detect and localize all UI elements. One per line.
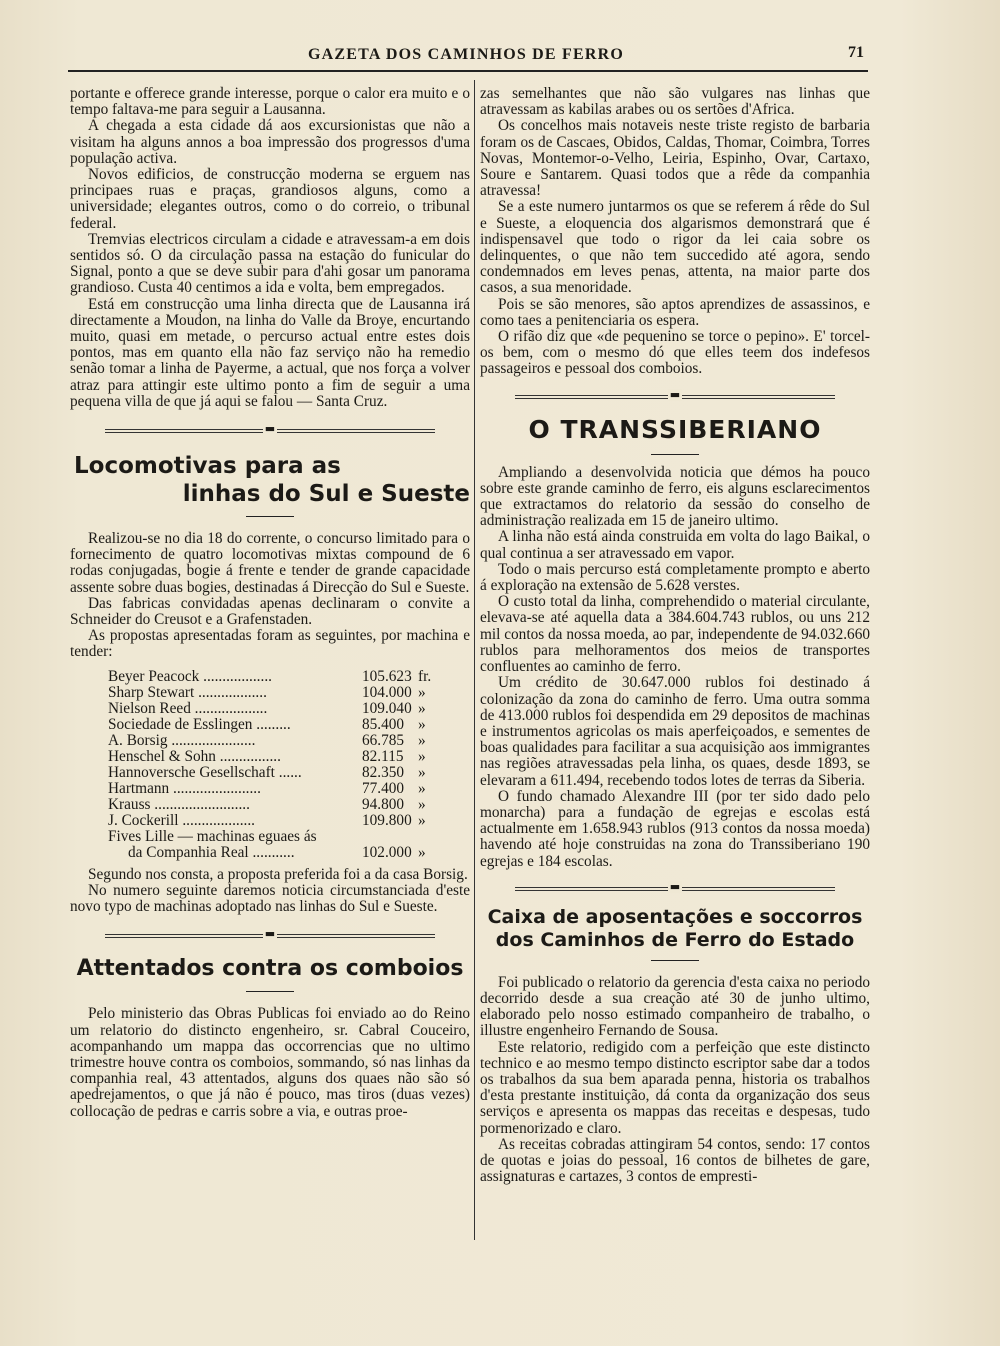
heading-line: linhas do Sul e Sueste (182, 481, 470, 508)
paragraph: As propostas apresentadas foram as seguintes, por machina e tender: (70, 627, 470, 661)
paragraph: Das fabricas convidadas apenas declinaram o convite a Schneider do Creusot e a Grafenstaden. (70, 594, 470, 629)
table-row: Sharp Stewart .................. 104.000 » (108, 683, 426, 701)
table-row: Krauss ......................... 94.800 » (108, 795, 426, 813)
paragraph: A chegada a esta cidade dá aos excursionistas que não a visitam ha alguns annos a boa impressão dos progressos d'uma população activa. (70, 117, 470, 167)
page-header (68, 44, 868, 68)
locomotive-icon: ▬ (264, 927, 276, 941)
newspaper-title: GAZETA DOS CAMINHOS DE FERRO (308, 46, 625, 63)
paragraph: Todo o mais percurso está completamente prompto e aberto á exploração na extensão de 5.628 verstes. (480, 560, 870, 595)
table-row: Nielson Reed ................... 109.040 » (108, 699, 426, 717)
page-number: 71 (848, 44, 864, 61)
paragraph: No numero seguinte daremos noticia circumstanciada d'este novo typo de machinas adoptado nas linhas do Sul e Sueste. (70, 881, 470, 916)
column-divider (474, 80, 475, 1240)
locomotivas-heading (70, 452, 470, 508)
right-column (480, 86, 870, 1185)
paragraph: zas semelhantes que não são vulgares nas linhas que atravessam as kabilas arabes ou os sertões d'Africa. (480, 85, 870, 119)
table-row: J. Cockerill ................... 109.800 » (108, 811, 426, 829)
transsiberiano-heading: O TRANSSIBERIANO (528, 414, 822, 444)
heading-line: Caixa de aposentações e soccorros (487, 905, 863, 928)
paragraph: Pelo ministerio das Obras Publicas foi enviado ao do Reino um relatorio do distincto engenheiro, sr. Cabral Couceiro, acompanhando um mappa das occorrencias que no ultimo trimestre houve contra os comboios, sommando, só nas linhas da companhia real, 43 attentados, alguns dos quaes não são só apedrejamentos, o que já não é pouco, mas tiros (duas vezes) collocação de pedras e carris sobre a via, e outras proe- (70, 1005, 470, 1120)
heading-line: dos Caminhos de Ferro do Estado (495, 928, 855, 951)
proposals-table (108, 669, 438, 861)
heading-rule (651, 960, 699, 961)
table-row: Henschel & Sohn ................ 82.115 » (108, 747, 426, 765)
paragraph: A linha não está ainda construida em volta do lago Baikal, o qual continua a ser atravessado em vapor. (480, 528, 870, 562)
paragraph: O custo total da linha, comprehendido o material circulante, elevava-se até aquella data a 384.604.743 rublos, ou uns 212 mil contos da nossa moeda, ao par, independente de 94.032.660 rublos para melhoramentos dos meios de transportes confluentes ao caminho de ferro. (480, 593, 870, 676)
paragraph: Um crédito de 30.647.000 rublos foi destinado á colonização da zona do caminho de ferro. Uma outra somma de 413.000 rublos foi despendida em 29 depositos de machinas e instrumentos agricolas os mais aperfeiçoados, e sementes de boas qualidades para facilitar a sua acquisição aos immigrantes nas regiões atravessadas pela linha, os quaes, desde 1893, se elevaram a 611.494, recebendo todos lotes de terras da Siberia. (480, 674, 870, 789)
table-row: Sociedade de Esslingen ......... 85.400 » (108, 715, 426, 733)
paragraph: Se a este numero juntarmos os que se referem á rêde do Sul e Sueste, a eloquencia dos algarismos demonstrará que é indispensavel que todo o rigor da lei caia sobre os delinquentes, o que não tem succedido até agora, sendo condemnados em leves penas, attenta, na maior parte dos casos, a sua menoridade. (480, 198, 870, 297)
heading-rule (246, 991, 294, 992)
table-row: Beyer Peacock .................. 105.623 fr. (108, 667, 432, 685)
section-ornament (515, 880, 835, 898)
paragraph: Está em construcção uma linha directa que de Lausanna irá directamente a Moudon, na linha do Valle da Broye, encurtando muito, quasi em metade, o percurso actual entre estes dois pontos, mas em quanto ella não faz serviço não ha remedio senão tomar a linha de Payerme, a actual, que nos força a volver atraz para attingir este ultimo ponto a fim de seguir a uma pequena villa de que já aqui se falou — Santa Cruz. (70, 295, 470, 410)
locomotive-icon: ▬ (669, 879, 681, 893)
paragraph: Segundo nos consta, a proposta preferida foi a da casa Borsig. (88, 865, 468, 883)
attentados-heading: Attentados contra os comboios (76, 956, 464, 982)
heading-line: Locomotivas para as (74, 453, 341, 480)
paragraph: Realizou-se no dia 18 do corrente, o concurso limitado para o fornecimento de quatro locomotivas mixtas compound de 6 rodas conjugadas, bogie á frente e tender de grande capacidade assente sobre duas bogies, destinadas á Direcção do Sul e Sueste. (70, 530, 470, 596)
paragraph: O fundo chamado Alexandre III (por ter sido dado pelo monarcha) para a fundação de egrejas e escolas está actualmente em 1.658.943 rublos (913 contos da nossa moeda) havendo até hoje construidas na zona do Transsiberiano 190 egrejas e 184 escolas. (480, 787, 870, 870)
paragraph: Pois se são menores, são aptos aprendizes de assassinos, e como taes a penitenciaria os espera. (480, 295, 870, 329)
table-row: Fives Lille — machinas eguaes ás (108, 828, 317, 845)
paragraph: Este relatorio, redigido com a perfeição que este distincto technico e ao mesmo tempo distincto escriptor sabe dar a todos os trabalhos da sua bem aparada penna, historia os trabalhos d'esta prestante instituição, dá conta da organização dos seus serviços e apresenta os mappas das receitas e despesas, tudo pormenorizado e claro. (480, 1038, 870, 1137)
caixa-heading (480, 906, 870, 952)
heading-rule (651, 454, 699, 455)
table-row: da Companhia Real ........... 102.000 » (128, 843, 426, 861)
locomotive-icon: ▬ (264, 422, 276, 436)
table-row: Hartmann ....................... 77.400 » (108, 779, 426, 797)
heading-rule (246, 516, 294, 517)
paragraph: Ampliando a desenvolvida noticia que démos ha pouco sobre este grande caminho de ferro, eis alguns esclarecimentos que extractamos do relatorio da sessão do conselho de administração realizada em 15 de janeiro ultimo. (480, 463, 870, 530)
table-row: A. Borsig ...................... 66.785 » (108, 731, 426, 749)
paragraph: Novos edificios, de construcção moderna se erguem nas principaes ruas e praças, grandiosos alguns, como a universidade; elegantes outros, como o do correio, o tribunal federal. (70, 166, 470, 232)
paragraph: portante e offerece grande interesse, porque o calor era muito e o tempo faltava-me para seguir a Lausanna. (70, 85, 470, 119)
left-column (70, 86, 470, 1120)
section-ornament (105, 422, 435, 440)
section-ornament (105, 927, 435, 945)
section-ornament (515, 388, 835, 406)
paragraph: As receitas cobradas attingiram 54 contos, sendo: 17 contos de quotas e joias do pessoal, 16 contos de bilhetes de gare, assignaturas e cartazes, 3 contos de empresti- (480, 1135, 870, 1186)
table-row: Hannoversche Gesellschaft ...... 82.350 » (108, 763, 426, 781)
locomotive-icon: ▬ (669, 387, 681, 401)
paragraph: Tremvias electricos circulam a cidade e atravessam-a em dois sentidos só. O da circulação passa na estação do funicular do Signal, ponto a que se deve subir para d'ahi gosar um panorama grandioso. Custa 40 centimos a ida e volta, bem empregados. (70, 230, 470, 297)
header-rule (68, 70, 868, 72)
paragraph: O rifão diz que «de pequenino se torce o pepino». E' torcel-os bem, com o mesmo dó que elles teem dos indefesos passageiros e pessoal dos comboios. (480, 328, 870, 378)
paragraph: Foi publicado o relatorio da gerencia d'esta caixa no periodo decorrido desde a sua creação até 30 de junho ultimo, elaborado pelo nosso estimado companheiro de trabalho, o illustre engenheiro Fernando de Sousa. (480, 973, 870, 1040)
paragraph: Os concelhos mais notaveis neste triste registo de barbaria foram os de Cascaes, Obidos, Caldas, Thomar, Coimbra, Torres Novas, Montemor-o-Velho, Leiria, Espinho, Ovar, Cartaxo, Soure e Santarem. Quasi todos que a rêde da companhia atravessa! (480, 117, 870, 200)
